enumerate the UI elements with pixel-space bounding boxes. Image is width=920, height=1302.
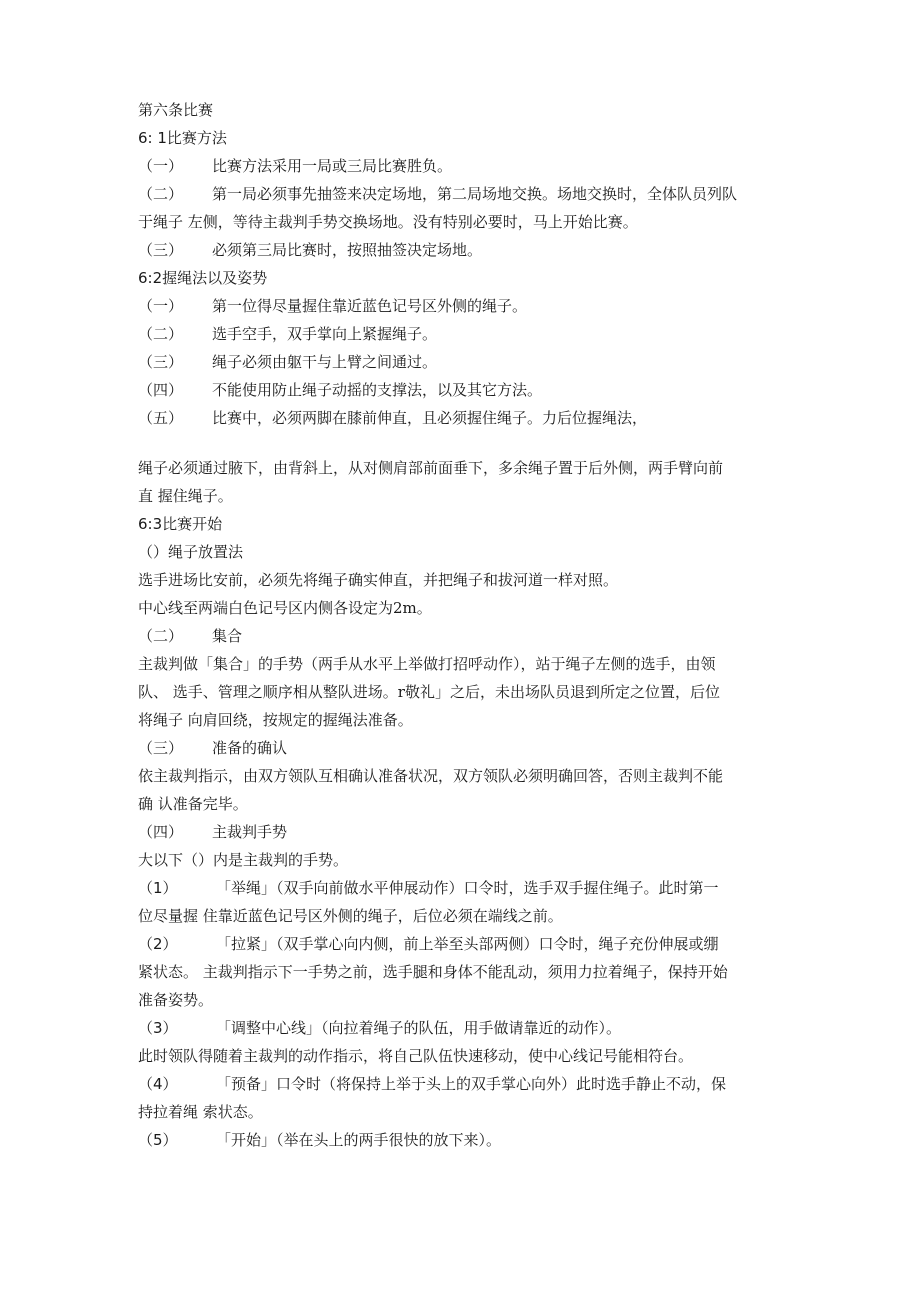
item-text: 集合 [212,627,243,645]
item-number: （三） [138,353,184,371]
item-continuation: 此时领队得随着主裁判的动作指示，将自己队伍快速移动，使中心线记号能相符台。 [138,1047,694,1065]
section-heading-6-1: 6: 1比赛方法 [138,129,227,147]
item-text: 比赛中，必须两脚在膝前伸直，且必须握住绳子。力后位握绳法， [212,409,648,427]
list-item [138,348,798,376]
item-continuation: 位尽量握 住靠近蓝色记号区外侧的绳子，后位必须在端线之前。 [138,907,563,925]
item-number: （3） [138,1019,178,1037]
item-number: （五） [138,409,184,427]
item-number: （一） [138,297,184,315]
subheading [138,734,798,762]
item-text: 「开始」（举在头上的两手很快的放下来）。 [216,1131,502,1149]
item-number: （三） [138,241,184,259]
item-number: （一） [138,157,184,175]
item-number: （二） [138,185,184,203]
list-item [138,236,798,264]
list-item [138,320,798,348]
paragraph-line: 绳子必须通过腋下，由背斜上，从对侧肩部前面垂下，多余绳子置于后外侧，两手臂向前 [138,459,724,477]
subheading [138,622,798,650]
paragraph-line: 选手进场比安前，必须先将绳子确实伸直，并把绳子和拔河道一样对照。 [138,571,619,589]
list-item [138,376,798,404]
item-number: （二） [138,627,184,645]
gesture-item [138,1070,798,1098]
section-heading-6-3: 6:3比赛开始 [138,515,223,533]
item-number: （1） [138,879,178,897]
item-continuation: 准备姿势。 [138,991,214,1009]
item-text: 比赛方法采用一局或三局比赛胜负。 [212,157,453,175]
gesture-item [138,874,798,902]
article-title: 第六条比赛 [138,101,214,119]
item-number: （5） [138,1131,178,1149]
item-continuation: 紧状态。 主裁判指示下一手势之前，选手腿和身体不能乱动，须用力拉着绳子，保持开始 [138,963,728,981]
item-text: 「调整中心线」（向拉着绳子的队伍，用手做请靠近的动作）。 [216,1019,622,1037]
item-number: （四） [138,823,184,841]
item-text: 必须第三局比赛时，按照抽签决定场地。 [212,241,483,259]
item-number: （三） [138,739,184,757]
item-text: 「举绳」（双手向前做水平伸展动作）口令时，选手双手握住绳子。此时第一 [216,879,719,897]
item-number: （4） [138,1075,178,1093]
item-text: 主裁判手势 [212,823,288,841]
item-text: 不能使用防止绳子动摇的支撑法，以及其它方法。 [212,381,543,399]
item-text: 选手空手，双手掌向上紧握绳子。 [212,325,438,343]
paragraph-line: 直 握住绳子。 [138,487,233,505]
item-text: 「预备」口令时（将保持上举于头上的双手掌心向外）此时选手静止不动，保 [216,1075,727,1093]
list-item [138,404,798,432]
gesture-item [138,1014,798,1042]
paragraph-line: 依主裁判指示，由双方领队互相确认准备状况，双方领队必须明确回答，否则主裁判不能 [138,767,724,785]
item-text: 准备的确认 [212,739,288,757]
item-number: （四） [138,381,184,399]
paragraph-line: 中心线至两端白色记号区内侧各设定为2m。 [138,599,432,617]
item-continuation: 于绳子 左侧，等待主裁判手势交换场地。没有特别必要时，马上开始比赛。 [138,213,638,231]
subheading [138,818,798,846]
paragraph-line: 队、 选手、管理之顺序相从整队进场。r敬礼」之后，未出场队员退到所定之位置，后位 [138,683,720,701]
paragraph-line: 确 认准备完毕。 [138,795,248,813]
paragraph-gap [138,432,798,454]
item-number: （二） [138,325,184,343]
paragraph-line: 主裁判做「集合」的手势（两手从水平上举做打招呼动作），站于绳子左侧的选手，由领 [138,655,716,673]
item-text: 第一局必须事先抽签来决定场地，第二局场地交换。场地交换时，全体队员列队 [212,185,738,203]
paragraph-line: 将绳子 向肩回绕，按规定的握绳法准备。 [138,711,413,729]
gesture-item [138,1126,798,1154]
item-text: 第一位得尽量握住靠近蓝色记号区外侧的绳子。 [212,297,528,315]
section-heading-6-2: 6:2握绳法以及姿势 [138,269,268,287]
item-text: 「拉紧」（双手掌心向内侧，前上举至头部两侧）口令时，绳子充份伸展或绷 [216,935,719,953]
item-number: （2） [138,935,178,953]
item-text: 绳子必须由躯干与上臂之间通过。 [212,353,438,371]
list-item [138,180,798,208]
list-item [138,152,798,180]
gesture-item [138,930,798,958]
list-item [138,292,798,320]
paragraph-line: 大以下（）内是主裁判的手势。 [138,851,349,869]
subheading: （）绳子放置法 [138,543,244,561]
document-page [138,96,798,1154]
item-continuation: 持拉着绳 索状态。 [138,1103,263,1121]
